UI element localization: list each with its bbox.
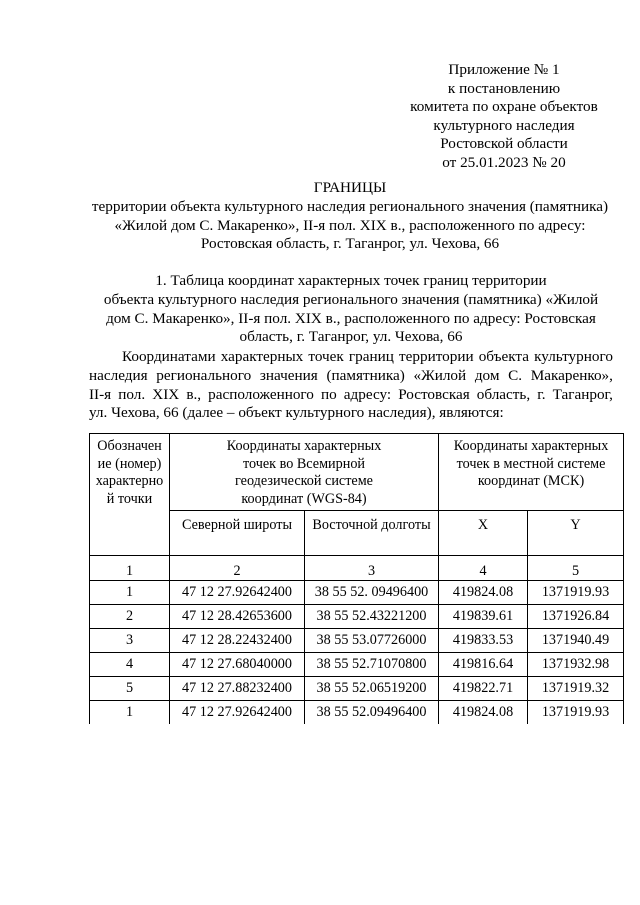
word: Макаренко»,: [530, 366, 613, 384]
word: точек: [308, 348, 344, 365]
section-line: 1. Таблица координат характерных точек границ территории: [155, 272, 547, 289]
table-row: [90, 629, 624, 653]
section-line: область, г. Таганрог, ул. Чехова, 66: [239, 328, 463, 346]
word: характерных: [220, 348, 304, 365]
header-line: Координаты характерных: [453, 438, 609, 454]
heading-line: Ростовская область, г. Таганрог, ул. Чехова, 66: [200, 235, 500, 253]
header-x: X: [439, 511, 528, 556]
word: Координатами: [122, 348, 216, 365]
table-row: [90, 605, 624, 629]
header-line: точек в местной системе: [456, 455, 606, 472]
cell-point: 4: [90, 653, 170, 677]
table-subheader-row: [90, 511, 624, 556]
word: границ: [348, 348, 394, 365]
appendix-line: Приложение № 1: [448, 61, 560, 78]
cell-point: 3: [90, 629, 170, 653]
header-point-id: [90, 434, 170, 556]
header-line: ие (номер): [97, 455, 162, 472]
header-line: точек во Всемирной: [242, 455, 366, 472]
appendix-block: [392, 61, 616, 173]
header-y: Y: [528, 511, 624, 556]
table-row: [90, 701, 624, 725]
cell-lat: 47 12 27.92642400: [170, 581, 305, 605]
word: по: [320, 385, 337, 403]
word: «Жилой: [413, 366, 467, 384]
column-number: 3: [305, 556, 439, 581]
cell-lat: 47 12 28.22432400: [170, 629, 305, 653]
cell-y: 1371926.84: [528, 605, 624, 629]
word: (памятника): [326, 366, 405, 384]
cell-lon: 38 55 52. 09496400: [305, 581, 439, 605]
paragraph-line: ул. Чехова, 66 (далее – объект культурного наследия), являются:: [89, 404, 504, 422]
cell-lat: 47 12 27.92642400: [170, 701, 305, 725]
cell-y: 1371919.93: [528, 581, 624, 605]
cell-lon: 38 55 52.09496400: [305, 701, 439, 725]
cell-y: 1371919.93: [528, 701, 624, 725]
word: культурного: [534, 348, 613, 365]
header-line: Обозначен: [97, 438, 162, 454]
coordinates-table: [89, 433, 624, 724]
cell-y: 1371932.98: [528, 653, 624, 677]
header-longitude: Восточной долготы: [305, 511, 439, 556]
word: значения: [259, 366, 318, 384]
word: Таганрог,: [552, 385, 613, 403]
word: в.,: [186, 385, 202, 403]
heading-line: «Жилой дом С. Макаренко», II-я пол. XIX в., расположенного по адресу:: [114, 216, 586, 234]
section-heading: [86, 272, 616, 347]
cell-lon: 38 55 52.71070800: [305, 653, 439, 677]
cell-lat: 47 12 27.68040000: [170, 653, 305, 677]
header-line: характерно: [95, 473, 164, 489]
cell-x: 419839.61: [439, 605, 528, 629]
word: дом: [474, 366, 500, 384]
paragraph-line: [89, 348, 613, 367]
word: расположенного: [208, 385, 314, 403]
word: пол.: [118, 385, 146, 403]
table-header-row: [90, 434, 624, 511]
header-msk: [439, 434, 624, 511]
section-line: объекта культурного наследия регионального значения (памятника) «Жилой: [103, 290, 599, 308]
header-wgs84: [170, 434, 439, 511]
cell-y: 1371919.32: [528, 677, 624, 701]
column-number-row: [90, 556, 624, 581]
word: Ростовская: [398, 385, 470, 403]
document-title: ГРАНИЦЫ: [313, 179, 387, 196]
table-row: [90, 677, 624, 701]
word: регионального: [156, 366, 252, 384]
word: С.: [508, 366, 523, 384]
paragraph-line: [89, 386, 613, 405]
table-row: [90, 653, 624, 677]
cell-x: 419833.53: [439, 629, 528, 653]
heading-line: территории объекта культурного наследия регионального значения (памятника): [91, 197, 609, 215]
cell-x: 419816.64: [439, 653, 528, 677]
appendix-line: от 25.01.2023 № 20: [442, 153, 566, 171]
header-line: й точки: [106, 490, 153, 507]
section-line: дом С. Макаренко», II-я пол. XIX в., расположенного по адресу: Ростовская: [106, 309, 596, 327]
document-heading: [60, 179, 640, 254]
column-number: 2: [170, 556, 305, 581]
header-latitude: Северной широты: [170, 511, 305, 556]
word: II-я: [89, 385, 112, 403]
word: наследия: [89, 366, 148, 384]
cell-lat: 47 12 28.42653600: [170, 605, 305, 629]
word: территории: [399, 348, 474, 365]
word: область,: [476, 385, 531, 403]
column-number: 5: [528, 556, 624, 581]
cell-lon: 38 55 53.07726000: [305, 629, 439, 653]
cell-lat: 47 12 27.88232400: [170, 677, 305, 701]
cell-lon: 38 55 52.06519200: [305, 677, 439, 701]
cell-point: 1: [90, 701, 170, 725]
header-line: координат (WGS-84): [241, 490, 367, 507]
intro-paragraph: [89, 348, 613, 423]
word: адресу:: [343, 385, 392, 403]
cell-x: 419824.08: [439, 581, 528, 605]
cell-point: 2: [90, 605, 170, 629]
cell-lon: 38 55 52.43221200: [305, 605, 439, 629]
column-number: 1: [90, 556, 170, 581]
word: г.: [537, 385, 546, 403]
header-line: Координаты характерных: [226, 438, 382, 454]
appendix-line: Ростовской области: [440, 135, 568, 153]
cell-y: 1371940.49: [528, 629, 624, 653]
cell-x: 419824.08: [439, 701, 528, 725]
table-row: [90, 581, 624, 605]
cell-point: 1: [90, 581, 170, 605]
word: XIX: [152, 385, 180, 403]
word: объекта: [478, 348, 529, 365]
header-line: геодезической системе: [235, 473, 373, 489]
column-number: 4: [439, 556, 528, 581]
appendix-line: комитета по охране объектов: [410, 98, 598, 116]
appendix-line: культурного наследия: [433, 116, 575, 134]
paragraph-line: [89, 367, 613, 386]
cell-point: 5: [90, 677, 170, 701]
appendix-line: к постановлению: [447, 79, 561, 97]
header-line: координат (МСК): [477, 473, 585, 489]
cell-x: 419822.71: [439, 677, 528, 701]
